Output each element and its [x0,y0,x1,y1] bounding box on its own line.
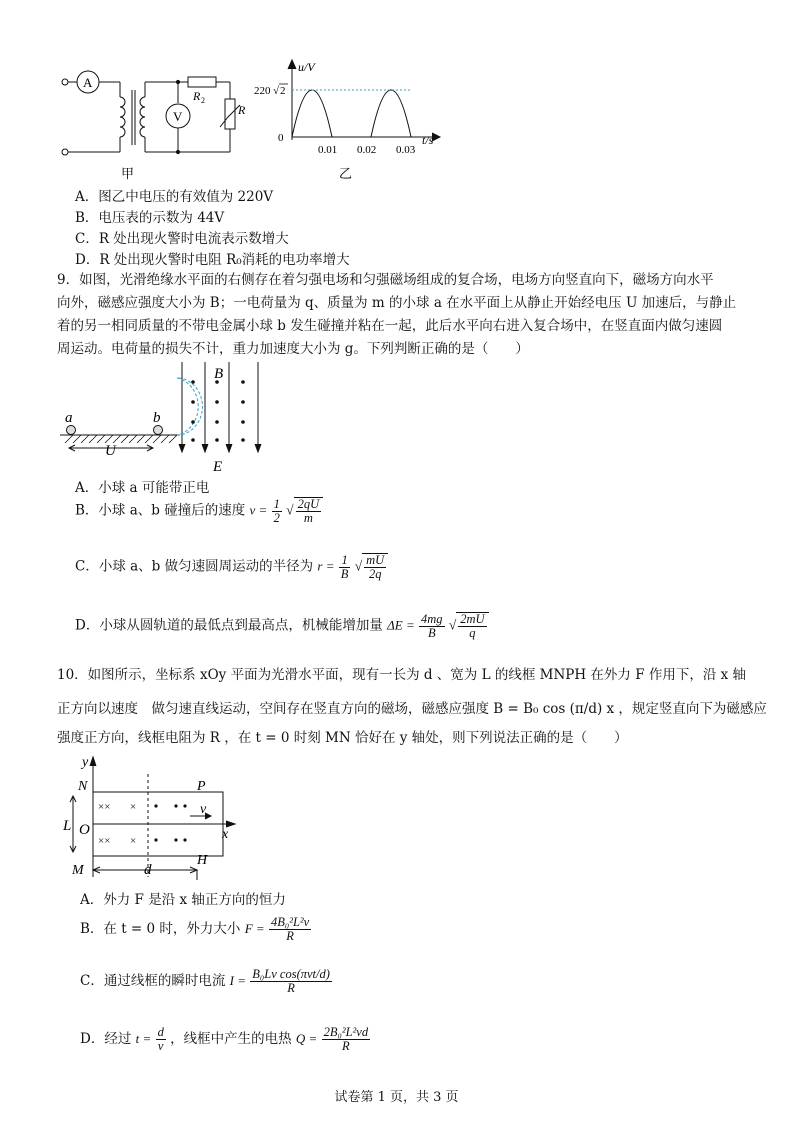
q9-option-b [75,497,323,525]
ammeter-label: A [83,75,93,90]
q10-option-a: A．外力 F 是沿 x 轴正方向的恒力 [80,892,286,908]
q9-stem-line-4: 周运动。电荷量的损失不计，重力加速度大小为 g。下列判断正确的是（ ） [57,341,529,357]
q9-option-c [75,553,388,581]
q9-option-b-frac: $\frac{1}{2}$ [273,496,280,525]
peak-root: 2 [280,85,286,97]
label-jia: 甲 [121,166,135,181]
q10-option-d-tfrac: $\frac{d}{v}$ [157,1025,164,1053]
label-M: M [72,863,84,878]
q9-stem-line-3: 着的另一相同质量的不带电金属小球 b 发生碰撞并粘在一起，此后水平向右进入复合场中，在竖直面内做匀速圆 [57,318,723,334]
q9-option-d [75,612,489,640]
label-y: y [82,755,89,770]
axis-t-label: t/s [422,133,434,147]
q10-option-d-frac: $\frac{\text{2B₀²L²vd}}{R}$ [323,1025,369,1053]
q9-option-a: A．小球 a 可能带正电 [75,480,210,496]
label-x: x [222,827,229,842]
label-P: P [197,779,206,794]
label-d: d [144,862,152,878]
q9-option-b-text: B．小球 a、b 碰撞后的速度 [75,502,246,519]
label-voltage-U: U [105,443,116,459]
q9-option-c-text: C．小球 a、b 做匀速圆周运动的半径为 [75,558,314,575]
q9-stem-line-2: 向外，磁感应强度大小为 B；一电荷量为 q、质量为 m 的小球 a 在水平面上从静止开始经电压 U 加速后，与静止 [57,295,737,311]
q9-option-c-frac: $\frac{1}{B}$ [340,552,349,581]
peak-value: 220 [254,85,271,97]
q8-option-d: D．R 处出现火警时电阻 R₀消耗的电功率增大 [75,252,350,268]
peak-sqrt: √ [273,85,280,97]
voltmeter-label: V [173,109,183,124]
q9-option-c-sqrt: √ $\frac{mU}{2q}$ [355,553,388,581]
cross-mark: × [130,835,137,847]
q8-option-a: A．图乙中电压的有效值为 220V [75,189,274,205]
r-label: R [238,103,246,117]
q10-option-c-frac: $\frac{\text{B₀Lv cos(πvt/d)}}{R}$ [252,967,330,995]
q10-option-d-t: t = [135,1031,152,1046]
cross-mark: × [130,801,137,813]
q10-stem-line-3: 强度正方向，线框电阻为 R ，在 t = 0 时刻 MN 恰好在 y 轴处，则下列说法正确的是（ ） [57,730,628,746]
q9-stem-line-1: 9．如图，光滑绝缘水平面的右侧存在着匀强电场和匀强磁场组成的复合场，电场方向竖直向下，磁场方向水平 [57,272,714,288]
figure-composite-field [55,360,285,475]
r2-label: R [193,89,201,103]
q10-option-b-frac: $\frac{\text{4B₀²L²v}}{R}$ [270,915,310,943]
tick-001: 0.01 [318,144,338,156]
tick-003: 0.03 [396,144,416,156]
q9-option-d-frac: $\frac{4mg}{B}$ [421,611,443,640]
label-L: L [63,818,72,834]
q10-stem-line-2: 正方向以速度 做匀速直线运动，空间存在竖直方向的磁场，磁感应强度 B = B₀ cos (π/d) x ，规定竖直向下为磁感应 [57,701,767,717]
label-field-B: B [214,366,224,382]
figure-transformer-circuit [55,55,455,185]
q9-option-b-sqrt: √ $\frac{2qU}{m}$ [286,497,323,525]
q10-option-d-lhs: Q = [295,1031,318,1046]
q10-option-c [80,968,332,995]
q10-option-b-text: B．在 t = 0 时，外力大小 [80,921,241,937]
origin-label: 0 [278,132,284,144]
r2-sub: 2 [201,96,205,105]
q9-option-b-lhs: v = [249,502,268,518]
q9-option-d-sqrt: √ $\frac{2mU}{q}$ [449,612,489,640]
q8-option-c: C．R 处出现火警时电流表示数增大 [75,231,289,247]
q10-option-d-mid: ，线框中产生的电热 [170,1031,292,1047]
cross-mark: ×× [98,835,111,847]
label-v: v [200,802,207,817]
figure-wire-frame [60,752,250,882]
q10-stem-line-1: 10．如图所示，坐标系 xOy 平面为光滑水平面，现有一长为 d 、宽为 L 的线框 MNPH 在外力 F 作用下，沿 x 轴 [57,667,747,683]
label-yi: 乙 [339,166,353,181]
label-ball-a: a [65,410,73,426]
page-footer: 试卷第 1 页，共 3 页 [334,1090,459,1105]
q9-option-d-text: D．小球从圆轨道的最低点到最高点，机械能增加量 [75,617,383,634]
q10-option-c-lhs: I = [229,973,246,988]
label-N: N [78,779,88,794]
q10-option-b [80,916,311,943]
label-H: H [197,853,208,868]
q8-option-b: B．电压表的示数为 44V [75,210,225,226]
q9-option-c-lhs: r = [317,558,335,574]
q10-option-b-lhs: F = [244,921,265,936]
q10-option-c-text: C．通过线框的瞬时电流 [80,973,226,989]
q10-option-d [80,1026,370,1053]
q10-option-d-text: D．经过 [80,1031,132,1047]
label-field-E: E [213,459,223,475]
cross-mark: ×× [98,801,111,813]
label-ball-b: b [153,410,161,426]
label-O: O [79,822,90,838]
q9-option-d-lhs: ΔE = [387,617,415,633]
tick-002: 0.02 [357,144,377,156]
axis-u-label: u/V [298,60,315,74]
